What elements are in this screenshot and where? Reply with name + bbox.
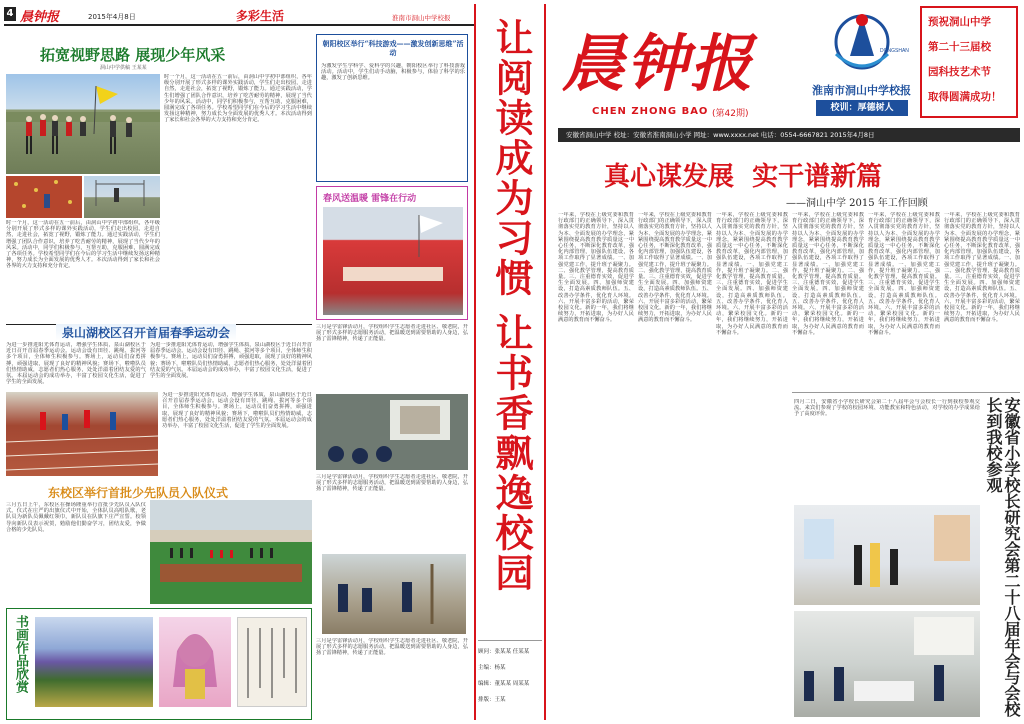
editorial-box — [478, 640, 542, 718]
right-publisher: 淮南市洞山中学校报 — [812, 84, 911, 97]
art-gallery-label: 书画作品欣赏 — [13, 615, 28, 693]
sidebar-body: 四月二日，安徽省小学校长研究会第二十八届年会与会校长一行到我校参观交流。来宾们参观了学校的校园环境、功能教室和特色活动，对学校的办学成果给予了高度评价。 — [794, 399, 980, 418]
left-date: 2015年4月8日 — [88, 13, 136, 21]
artwork-portrait — [159, 617, 231, 707]
left-masthead: 晨钟报 — [20, 10, 60, 25]
spring-title: 春风送温暖 雷锋在行动 — [323, 194, 417, 204]
sidebar-box — [792, 392, 1020, 720]
classroom-body: 三月是学雷锋活动月，学校组织学生志愿者走进社区、敬老院，开展了形式多样的志愿服务活动，把温暖送到需要帮助的人身边，弘扬了雷锋精神，传递了正能量。 — [316, 474, 468, 493]
tree-body: 三月是学雷锋活动月，学校组织学生志愿者走进社区、敬老院，开展了形式多样的志愿服务活动，把温暖送到需要帮助的人身边，弘扬了雷锋精神，传递了正能量。 — [316, 638, 468, 657]
main-col-5: 一年来，学校在上级党委和教育行政部门的正确领导下，深入贯彻落实党的教育方针，坚持以人为本、全面发展的办学理念，紧紧围绕提高教育教学质量这一中心任务，不断深化教育改革，强化内部管理，加强队伍建设，各项工作取得了显著成绩。一、加强党建工作，提升班子凝聚力。二、强化教学管理，提高教育质量。三、注重德育实效，促进学生全面发展。四、加强师资建设，打造高素质教师队伍。五、改善办学条件，优化育人环境。六、开展丰富多彩的活动，繁荣校园文化。新的一年，我们将继续努力，开拓进取，为办好人民满意的教育而不懈奋斗。 — [868, 212, 940, 336]
main-col-4: 一年来，学校在上级党委和教育行政部门的正确领导下，深入贯彻落实党的教育方针，坚持以人为本、全面发展的办学理念，紧紧围绕提高教育教学质量这一中心任务，不断深化教育改革，强化内部管理，加强队伍建设，各项工作取得了显著成绩。一、加强党建工作，提升班子凝聚力。二、强化教学管理，提高教育质量。三、注重德育实效，促进学生全面发展。四、加强师资建设，打造高素质教师队伍。五、改善办学条件，优化育人环境。六、开展丰富多彩的活动，繁荣校园文化。新的一年，我们将继续努力，开拓进取，为办好人民满意的教育而不懈奋斗。 — [792, 212, 864, 336]
photo-visit-hall — [794, 505, 980, 605]
spring-box — [316, 186, 468, 320]
sidebar-title: 安徽省小学校长研究会第二十八届年会与会校长到我校参观 — [984, 397, 1021, 717]
section-title: 多彩生活 — [236, 9, 285, 23]
article1-caption: 时一个月，这一活动在五一前后，由洞山中学初中部组织，各年级分别开展了形式多样的课外实践活动，学生们走出校园，走进自然，走进社会，拓宽了视野，锻炼了能力。通过实践活动，学生们增强了团队合作意识，培养了吃苦耐劳的精神，展现了当代少年的风采。活动中，同学们积极参与，互帮互助，克服困难，圆满完成了各项任务。学校希望同学们在今后的学习生活中继续发扬这种精神，努力成长为全面发展的优秀人才。本次活动得到了家长和社会各界的大力支持和充分肯定。 — [6, 220, 160, 270]
article3-body: 三月五日上午，东校区在操场隆重举行首批少先队员入队仪式。仪式在庄严的出旗仪式中开始，全体队员高唱队歌，老队员为新队员佩戴红领巾，新队员在队旗下庄严宣誓。校领导向新队员表示祝贺，勉励他们勤奋学习，团结友爱，争做合格的少先队员。 — [6, 502, 146, 533]
photo-classroom — [316, 394, 468, 470]
editorial-line: 顾问：张某某 任某某 — [478, 649, 530, 655]
editorial-line: 排版：王某 — [478, 697, 506, 703]
article1-title: 拓宽视野思路 展现少年风采 — [40, 46, 226, 64]
school-logo — [822, 8, 916, 78]
congrats-line: 园科技艺术节 — [928, 66, 991, 78]
article3-title: 东校区举行首批少先队员入队仪式 — [48, 486, 229, 500]
science-box — [316, 34, 468, 182]
article2-body-c: 为进一步推进阳光体育运动，增强学生体质，泉山湖校区于近日召开首届春季运动会。运动会设有田径、跳绳、拔河等多个项目，全体师生积极参与。赛场上，运动员们奋勇拼搏，顽强进取，展现了良好的精神风貌；赛场下，啦啦队员们热情助威，志愿者们热心服务，处处洋溢着团结友爱的气氛。本届运动会的成功举办，丰富了校园文化生活，促进了学生的全面发展。 — [162, 392, 312, 430]
main-col-3: 一年来，学校在上级党委和教育行政部门的正确领导下，深入贯彻落实党的教育方针，坚持以人为本、全面发展的办学理念，紧紧围绕提高教育教学质量这一中心任务，不断深化教育改革，强化内部管理，加强队伍建设，各项工作取得了显著成绩。一、加强党建工作，提升班子凝聚力。二、强化教学管理，提高教育质量。三、注重德育实效，促进学生全面发展。四、加强师资建设，打造高素质教师队伍。五、改善办学条件，优化育人环境。六、开展丰富多彩的活动，繁荣校园文化。新的一年，我们将继续努力，开拓进取，为办好人民满意的教育而不懈奋斗。 — [716, 212, 788, 336]
photo-tree-planting — [322, 554, 466, 634]
page-number: 4 — [4, 7, 16, 21]
photo-rope-game — [6, 74, 160, 174]
info-text: 安徽省洞山中学 校址：安徽省淮南洞山小学 网址：www.xxxx.net 电话：0554-6667821 2015年4月8日 — [566, 131, 875, 139]
right-masthead: 晨钟报 — [562, 27, 755, 100]
motto-badge: 校训：厚德树人 — [816, 100, 908, 116]
congrats-box — [920, 6, 1018, 118]
congrats-line: 取得圆满成功！ — [928, 91, 1002, 103]
article1-byline: 洞山中学供稿 王某某 — [100, 65, 147, 71]
photo-volunteers — [323, 207, 463, 315]
slogan: 让阅读成为习惯 让书香飘逸校园 — [489, 18, 533, 594]
science-body: 为激发学生学科学、爱科学的兴趣，朝阳校区举行了科技游戏活动。活动中，学生们动手动脑，积极参与，体验了科学的乐趣，激发了创新思维。 — [321, 63, 465, 82]
main-col-2: 一年来，学校在上级党委和教育行政部门的正确领导下，深入贯彻落实党的教育方针，坚持以人为本、全面发展的办学理念，紧紧围绕提高教育教学质量这一中心任务，不断深化教育改革，强化内部管理，加强队伍建设，各项工作取得了显著成绩。一、加强党建工作，提升班子凝聚力。二、强化教学管理，提高教育质量。三、注重德育实效，促进学生全面发展。四、加强师资建设，打造高素质教师队伍。五、改善办学条件，优化育人环境。六、开展丰富多彩的活动，繁荣校园文化。新的一年，我们将继续努力，开拓进取，为办好人民满意的教育而不懈奋斗。 — [638, 212, 712, 324]
issue-number: (第42期) — [712, 109, 749, 119]
artwork-calligraphy — [237, 617, 307, 707]
article2-body-b: 为进一步推进阳光体育运动，增强学生体质，泉山湖校区于近日召开首届春季运动会。运动会设有田径、跳绳、拔河等多个项目，全体师生积极参与。赛场上，运动员们奋勇拼搏，顽强进取，展现了良好的精神风貌；赛场下，啦啦队员们热情助威，志愿者们热心服务，处处洋溢着团结友爱的气氛。本届运动会的成功举办，丰富了校园文化生活，促进了学生的全面发展。 — [150, 342, 312, 380]
science-title: 朝阳校区举行“科技游戏——激发创新思维”活动 — [322, 39, 464, 57]
left-header — [4, 4, 474, 26]
main-col-6: 一年来，学校在上级党委和教育行政部门的正确领导下，深入贯彻落实党的教育方针，坚持以人为本、全面发展的办学理念，紧紧围绕提高教育教学质量这一中心任务，不断深化教育改革，强化内部管理，加强队伍建设，各项工作取得了显著成绩。一、加强党建工作，提升班子凝聚力。二、强化教学管理，提高教育质量。三、注重德育实效，促进学生全面发展。四、加强师资建设，打造高素质教师队伍。五、改善办学条件，优化育人环境。六、开展丰富多彩的活动，繁荣校园文化。新的一年，我们将继续努力，开拓进取，为办好人民满意的教育而不懈奋斗。 — [944, 212, 1020, 324]
info-bar — [558, 128, 1020, 142]
headline: 真心谋发展 实干谱新篇 — [604, 162, 883, 192]
photo-ceremony — [150, 500, 312, 604]
main-col-1: 一年来，学校在上级党委和教育行政部门的正确领导下，深入贯彻落实党的教育方针，坚持以人为本、全面发展的办学理念，紧紧围绕提高教育教学质量这一中心任务，不断深化教育改革，强化内部管理，加强队伍建设，各项工作取得了显著成绩。一、加强党建工作，提升班子凝聚力。二、强化教学管理，提高教育质量。三、注重德育实效，促进学生全面发展。四、加强师资建设，打造高素质教师队伍。五、改善办学条件，优化育人环境。六、开展丰富多彩的活动，繁荣校园文化。新的一年，我们将继续努力，开拓进取，为办好人民满意的教育而不懈奋斗。 — [558, 212, 634, 324]
editorial-line: 编辑：董某某 周某某 — [478, 681, 530, 687]
subhead: ——洞山中学 2015 年工作回顾 — [786, 198, 928, 209]
article1-body: 时一个月，这一活动在五一前后，由洞山中学初中部组织，各年级分别开展了形式多样的课外实践活动，学生们走出校园，走进自然，走进社会，拓宽了视野，锻炼了能力。通过实践活动，学生们增强了团队合作意识，培养了吃苦耐劳的精神，展现了当代少年的风采。活动中，同学们积极参与，互帮互助，克服困难，圆满完成了各项任务。学校希望同学们在今后的学习生活中继续发扬这种精神，努力成长为全面发展的优秀人才。本次活动得到了家长和社会各界的大力支持和充分肯定。 — [164, 74, 312, 124]
photo-outdoor-training — [84, 176, 160, 218]
congrats-line: 预祝洞山中学 — [928, 16, 991, 28]
artwork-landscape — [35, 617, 153, 707]
left-publisher: 淮南市洞山中学校报 — [392, 14, 451, 22]
photo-running-track — [6, 392, 158, 476]
article2-body-a: 为进一步推进阳光体育运动，增强学生体质，泉山湖校区于近日召开首届春季运动会。运动会设有田径、跳绳、拔河等多个项目，全体师生积极参与。赛场上，运动员们奋勇拼搏，顽强进取，展现了良好的精神风貌；赛场下，啦啦队员们热情助威，志愿者们热心服务，处处洋溢着团结友爱的气氛。本届运动会的成功举办，丰富了校园文化生活，促进了学生的全面发展。 — [6, 342, 146, 386]
svg-text:DONGSHAN: DONGSHAN — [880, 48, 909, 54]
spring-body: 三月是学雷锋活动月，学校组织学生志愿者走进社区、敬老院，开展了形式多样的志愿服务活动，把温暖送到需要帮助的人身边，弘扬了雷锋精神，传递了正能量。 — [316, 324, 468, 343]
art-gallery-box — [6, 608, 312, 720]
article2-title: 泉山湖校区召开首届春季运动会 — [56, 324, 236, 341]
photo-visit-classroom — [794, 611, 980, 717]
masthead-pinyin: CHEN ZHONG BAO — [592, 106, 709, 117]
slogan-box — [474, 4, 546, 720]
congrats-line: 第二十三届校 — [928, 41, 991, 53]
editorial-line: 主编：杨某 — [478, 665, 506, 671]
photo-climbing-wall — [6, 176, 82, 218]
